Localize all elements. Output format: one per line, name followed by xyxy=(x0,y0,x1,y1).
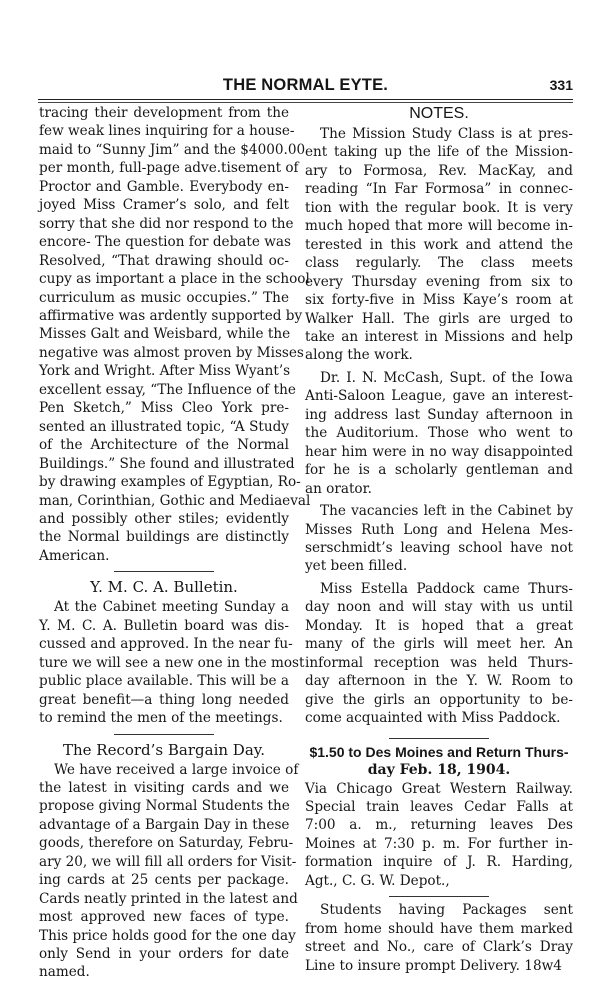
text-line: Walker Hall. The girls are urged to xyxy=(305,310,573,327)
text-line: ing cards at 25 cents per package. xyxy=(39,872,289,889)
text-line: ing address last Sunday afternoon in xyxy=(305,406,573,423)
text-line: negative was almost proven by Misses xyxy=(39,344,304,361)
ymca-bulletin-heading: Y. M. C. A. Bulletin. xyxy=(90,578,238,597)
text-line: great benefit—a thing long needed xyxy=(39,691,289,708)
text-line: propose giving Normal Students the xyxy=(39,798,290,815)
text-line: advantage of a Bargain Day in these xyxy=(39,816,290,833)
text-line: by drawing examples of Egyptian, Ro- xyxy=(39,474,301,491)
text-line: take an interest in Missions and help xyxy=(305,328,573,345)
bargain-day-paragraph xyxy=(39,761,299,982)
text-line: cussed and approved. In the near fu- xyxy=(39,636,293,653)
text-line: tion with the regular book. It is very xyxy=(305,199,573,216)
text-line: man, Corinthian, Gothic and Mediaeval xyxy=(39,492,311,509)
right-column xyxy=(305,104,573,975)
text-line: encore- The question for debate was xyxy=(39,234,291,251)
text-line: reading “In Far Formosa” in connec- xyxy=(305,181,573,198)
mission-study-paragraph xyxy=(305,125,573,365)
section-divider xyxy=(389,738,489,739)
text-line: curriculum as music occupies.” The xyxy=(39,289,289,306)
text-line: Anti-Saloon League, gave an interest- xyxy=(305,388,573,405)
text-line: ary to Formosa, Rev. MacKay, and xyxy=(305,162,573,179)
excursion-heading-line-2: day Feb. 18, 1904. xyxy=(367,762,511,778)
text-line: affirmative was ardently supported by xyxy=(39,307,303,324)
text-line: to remind the men of the meetings. xyxy=(39,710,283,727)
text-line: serschmidt’s leaving school have not xyxy=(305,539,573,556)
text-line: Misses Galt and Weisbard, while the xyxy=(39,326,291,343)
packages-notice-paragraph xyxy=(305,901,573,975)
text-line: few weak lines inquiring for a house- xyxy=(39,123,295,140)
text-line: cupy as important a place in the school xyxy=(39,271,310,288)
left-column xyxy=(39,104,311,982)
text-line: excellent essay, “The Influence of the xyxy=(39,381,296,398)
running-header xyxy=(38,76,573,98)
text-line: yet been filled. xyxy=(305,558,408,575)
text-line: terested in this work and attend the xyxy=(305,236,573,253)
text-line: Dr. I. N. McCash, Supt. of the Iowa xyxy=(320,369,573,386)
excursion-heading-line-1: $1.50 to Des Moines and Return Thurs- xyxy=(309,743,569,760)
page-number: 331 xyxy=(549,77,573,93)
bargain-day-heading: The Record’s Bargain Day. xyxy=(62,740,266,759)
paddock-visit-paragraph xyxy=(305,580,573,728)
continued-article-paragraph xyxy=(39,104,311,565)
journal-title: THE NORMAL EYTE. xyxy=(222,76,389,94)
text-line: joyed Miss Cramer’s solo, and felt xyxy=(39,197,289,214)
text-line: Agt., C. G. W. Depot., xyxy=(305,872,450,889)
text-line: every Thursday evening from six to xyxy=(305,273,573,290)
text-line: This price holds good for the one day xyxy=(39,927,296,944)
text-line: Y. M. C. A. Bulletin board was dis- xyxy=(39,617,289,634)
text-line: for he is a scholarly gentleman and xyxy=(305,462,573,479)
text-line: Monday. It is hoped that a great xyxy=(305,617,573,634)
text-line: formation inquire of J. R. Harding, xyxy=(305,854,573,871)
text-line: day noon and will stay with us until xyxy=(305,599,573,616)
text-line: an orator. xyxy=(305,480,372,497)
text-line: ary 20, we will fill all orders for Visit- xyxy=(39,853,297,870)
text-line: sented an illustrated topic, “A Study xyxy=(39,418,289,435)
text-line: Via Chicago Great Western Railway. xyxy=(305,780,573,797)
text-line: the latest in visiting cards and we xyxy=(39,779,289,796)
text-line: much hoped that more will become in- xyxy=(305,218,573,235)
text-line: The vacancies left in the Cabinet by xyxy=(320,503,573,520)
text-line: the Auditorium. Those who went to xyxy=(305,425,573,442)
text-line: hear him were in no way disappointed xyxy=(305,443,573,460)
section-divider xyxy=(389,896,489,897)
text-line: public place available. This will be a xyxy=(39,673,289,690)
text-line: come acquainted with Miss Paddock. xyxy=(305,710,561,727)
text-line: American. xyxy=(39,547,110,564)
text-line: 7:00 a. m., returning leaves Des xyxy=(305,817,573,834)
text-line: Students having Packages sent xyxy=(320,902,573,919)
cabinet-vacancies-paragraph xyxy=(305,502,573,576)
text-line: ture we will see a new one in the most xyxy=(39,654,305,671)
text-line: from home should have them marked xyxy=(305,920,573,937)
text-line: We have received a large invoice of xyxy=(54,761,299,778)
text-line: along the work. xyxy=(305,347,413,364)
text-line: Buildings.” She found and illustrated xyxy=(39,455,295,472)
text-line: tracing their development from the xyxy=(39,105,289,121)
header-double-rule xyxy=(38,99,573,103)
text-line: per month, full-page adve.tisement of xyxy=(39,160,299,177)
text-line: many of the girls will meet her. An xyxy=(305,636,573,653)
text-line: Line to insure prompt Delivery. 18w4 xyxy=(305,957,562,974)
text-line: six forty-five in Miss Kaye’s room at xyxy=(305,292,573,309)
text-line: Proctor and Gamble. Everybody en- xyxy=(39,178,289,195)
section-divider xyxy=(114,571,214,572)
text-line: day afternoon in the Y. W. Room to xyxy=(305,673,573,690)
ymca-bulletin-paragraph xyxy=(39,598,305,727)
text-line: and possibly other stiles; evidently xyxy=(39,510,289,527)
excursion-paragraph xyxy=(305,780,573,891)
text-line: York and Wright. After Miss Wyant’s xyxy=(39,363,291,380)
text-line: maid to “Sunny Jim” and the $4000.00 xyxy=(39,141,306,158)
notes-heading: NOTES. xyxy=(409,105,469,122)
text-line: Moines at 7:30 p. m. For further in- xyxy=(305,835,573,852)
text-line: of the Architecture of the Normal xyxy=(39,437,289,454)
text-line: At the Cabinet meeting Sunday a xyxy=(54,599,289,616)
text-line: street and No., care of Clark’s Dray xyxy=(305,939,573,956)
text-line: sorry that she did nor respond to the xyxy=(39,215,294,232)
text-line: named. xyxy=(39,964,90,981)
text-line: informal reception was held Thurs- xyxy=(305,654,573,671)
text-line: ent taking up the life of the Mission- xyxy=(305,144,573,161)
text-line: goods, therefore on Saturday, Febru- xyxy=(39,835,294,852)
text-line: Misses Ruth Long and Helena Mes- xyxy=(305,521,573,538)
text-line: Cards neatly printed in the latest and xyxy=(39,890,298,907)
text-line: only Send in your orders for date xyxy=(39,946,289,963)
text-line: The Mission Study Class is at pres- xyxy=(320,126,573,142)
text-line: most approved new faces of type. xyxy=(39,909,289,926)
text-line: Special train leaves Cedar Falls at xyxy=(305,798,573,815)
text-line: Miss Estella Paddock came Thurs- xyxy=(320,580,573,597)
section-divider xyxy=(114,734,214,735)
mccash-paragraph xyxy=(305,369,573,498)
text-line: Pen Sketch,” Miss Cleo York pre- xyxy=(39,400,289,417)
text-line: the Normal buildings are distinctly xyxy=(39,529,289,546)
text-line: give the girls an opportunity to be- xyxy=(305,691,573,708)
text-line: class regularly. The class meets xyxy=(305,255,573,272)
text-line: Resolved, “That drawing should oc- xyxy=(39,252,289,269)
